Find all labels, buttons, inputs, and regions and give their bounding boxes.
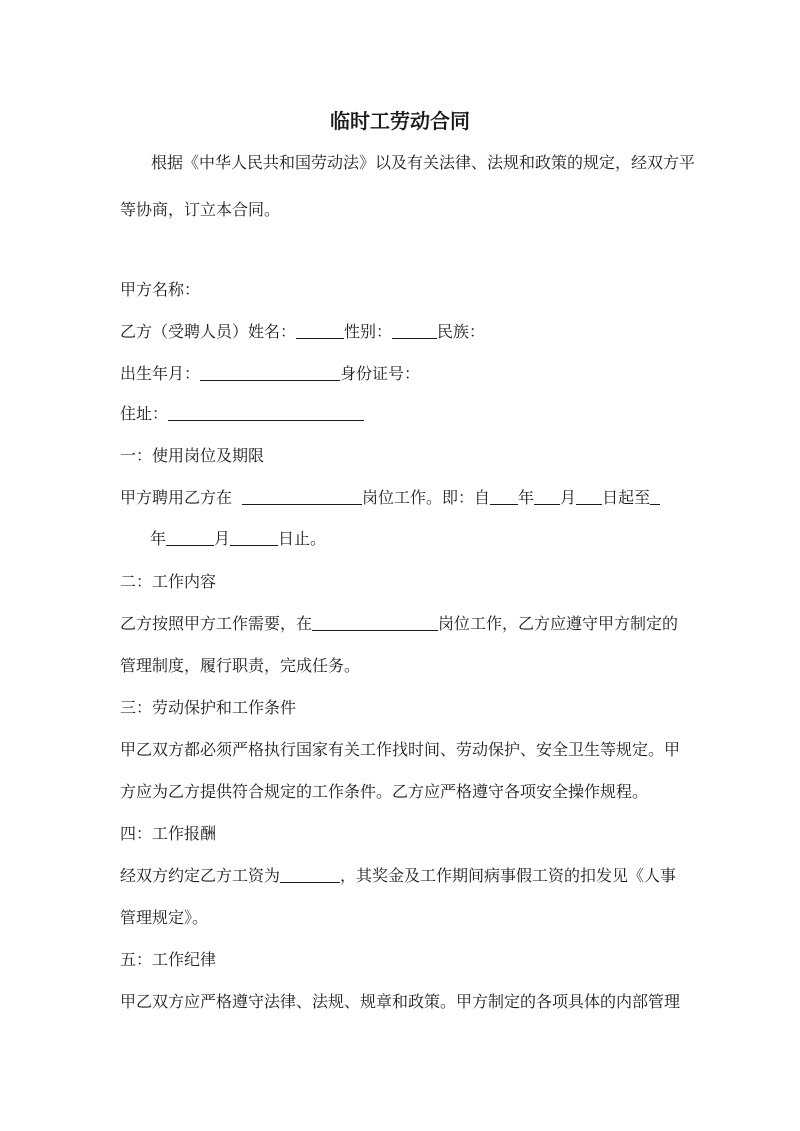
document-title: 临时工劳动合同	[330, 109, 470, 133]
section-2-line-1	[120, 614, 678, 634]
section-3-line-2: 方应为乙方提供符合规定的工作条件。乙方应严格遵守各项安全操作规程。	[120, 782, 649, 801]
birth-line	[120, 364, 420, 384]
start-day-blank[interactable]	[576, 489, 602, 505]
section-5-line-1: 甲乙双方应严格遵守法律、法规、规章和政策。甲方制定的各项具体的内部管理	[120, 992, 681, 1011]
end-year-blank[interactable]	[650, 489, 660, 505]
salary-blank[interactable]	[280, 867, 340, 883]
position-prefix: 甲方聘用乙方在	[120, 488, 233, 507]
start-month-label: 月	[560, 488, 577, 507]
intro-line-2: 等协商，订立本合同。	[120, 200, 281, 219]
gender-blank[interactable]	[392, 323, 437, 339]
birth-date-blank[interactable]	[200, 365, 340, 381]
ethnicity-label: 民族：	[437, 322, 486, 341]
section-1-heading: 一：使用岗位及期限	[120, 446, 265, 465]
section-3-heading: 三：劳动保护和工作条件	[120, 698, 297, 717]
section-2-line-2: 管理制度，履行职责，完成任务。	[120, 656, 361, 675]
section-3-line-1: 甲乙双方都必须严格执行国家有关工作找时间、劳动保护、安全卫生等规定。甲	[120, 740, 681, 759]
intro-line-1: 根据《中华人民共和国劳动法》以及有关法律、法规和政策的规定，经双方平	[151, 153, 696, 172]
position-blank[interactable]	[242, 489, 362, 505]
position-suffix: 岗位工作。即：自	[362, 488, 491, 507]
party-a-name-label: 甲方名称：	[120, 280, 201, 299]
start-month-blank[interactable]	[534, 489, 560, 505]
birth-label: 出生年月：	[120, 364, 201, 383]
end-month-label: 月	[214, 529, 231, 548]
section-4-line-1	[120, 866, 676, 886]
start-year-label: 年	[518, 488, 535, 507]
work-post-blank[interactable]	[312, 615, 438, 631]
section-1-line-2	[150, 529, 326, 549]
section-4-line-2: 管理规定》。	[120, 908, 209, 927]
section-4-heading: 四：工作报酬	[120, 824, 217, 843]
end-year-label: 年	[150, 529, 167, 548]
start-day-label: 日起至	[602, 488, 651, 507]
section-1-line-1	[120, 488, 660, 508]
end-day-blank[interactable]	[230, 530, 278, 546]
party-b-name-label: 乙方（受聘人员）姓名：	[120, 322, 297, 341]
start-year-blank[interactable]	[490, 489, 518, 505]
id-number-label: 身份证号：	[340, 364, 421, 383]
salary-suffix: ，其奖金及工作期间病事假工资的扣发见《人事	[340, 866, 677, 885]
salary-prefix: 经双方约定乙方工资为	[120, 866, 281, 885]
work-post-prefix: 乙方按照甲方工作需要，在	[120, 614, 313, 633]
name-blank[interactable]	[296, 323, 344, 339]
address-label: 住址：	[120, 404, 169, 423]
work-post-suffix: 岗位工作，乙方应遵守甲方制定的	[438, 614, 679, 633]
gender-label: 性别：	[344, 322, 393, 341]
end-month-blank[interactable]	[166, 530, 214, 546]
end-day-label: 日止。	[278, 529, 327, 548]
address-line	[120, 404, 364, 424]
address-blank[interactable]	[168, 405, 364, 421]
party-b-info-line	[120, 322, 485, 342]
section-2-heading: 二：工作内容	[120, 572, 217, 591]
section-5-heading: 五：工作纪律	[120, 950, 217, 969]
